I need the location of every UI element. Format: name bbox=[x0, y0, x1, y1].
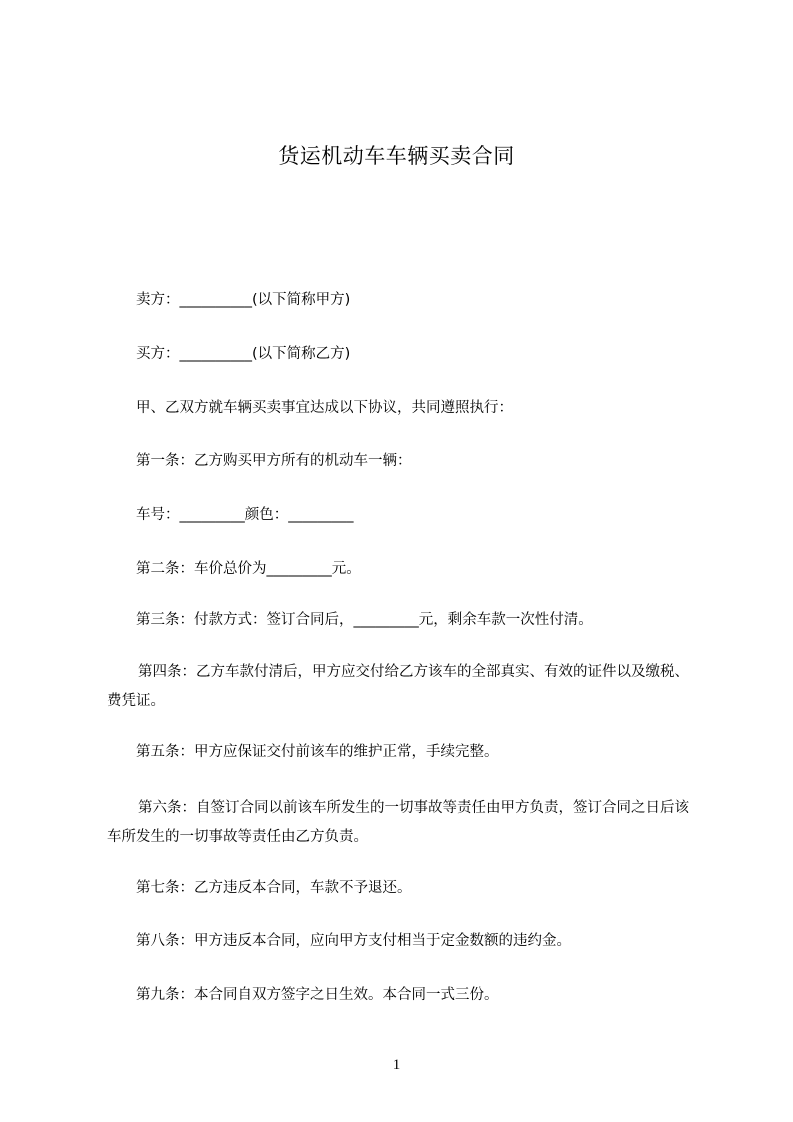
vehicle-info-line: 车号：_________颜色：_________ bbox=[136, 507, 354, 523]
article-1: 第一条：乙方购买甲方所有的机动车一辆： bbox=[136, 453, 412, 469]
article-7: 第七条：乙方违反本合同，车款不予退还。 bbox=[136, 880, 412, 896]
article-9: 第九条：本合同自双方签字之日生效。本合同一式三份。 bbox=[136, 987, 499, 1003]
document-title: 货运机动车车辆买卖合同 bbox=[278, 144, 515, 168]
article-5: 第五条：甲方应保证交付前该车的维护正常，手续完整。 bbox=[136, 744, 499, 760]
article-3: 第三条：付款方式：签订合同后，_________元，剩余车款一次性付清。 bbox=[136, 612, 593, 628]
article-8: 第八条：甲方违反本合同，应向甲方支付相当于定金数额的违约金。 bbox=[136, 933, 571, 949]
buyer-line: 买方：__________(以下简称乙方) bbox=[136, 346, 351, 362]
article-4: 第四条：乙方车款付清后，甲方应交付给乙方该车的全部真实、有效的证件以及缴税、费凭证。 bbox=[107, 664, 689, 709]
agreement-intro: 甲、乙双方就车辆买卖事宜达成以下协议，共同遵照执行： bbox=[136, 400, 513, 416]
article-6: 第六条：自签订合同以前该车所发生的一切事故等责任由甲方负责，签订合同之日后该车所发生的一切事故等责任由乙方负责。 bbox=[107, 800, 689, 845]
page-number: 1 bbox=[392, 1057, 401, 1073]
article-2: 第二条：车价总价为_________元。 bbox=[136, 561, 361, 577]
seller-line: 卖方：__________(以下简称甲方) bbox=[136, 292, 351, 308]
